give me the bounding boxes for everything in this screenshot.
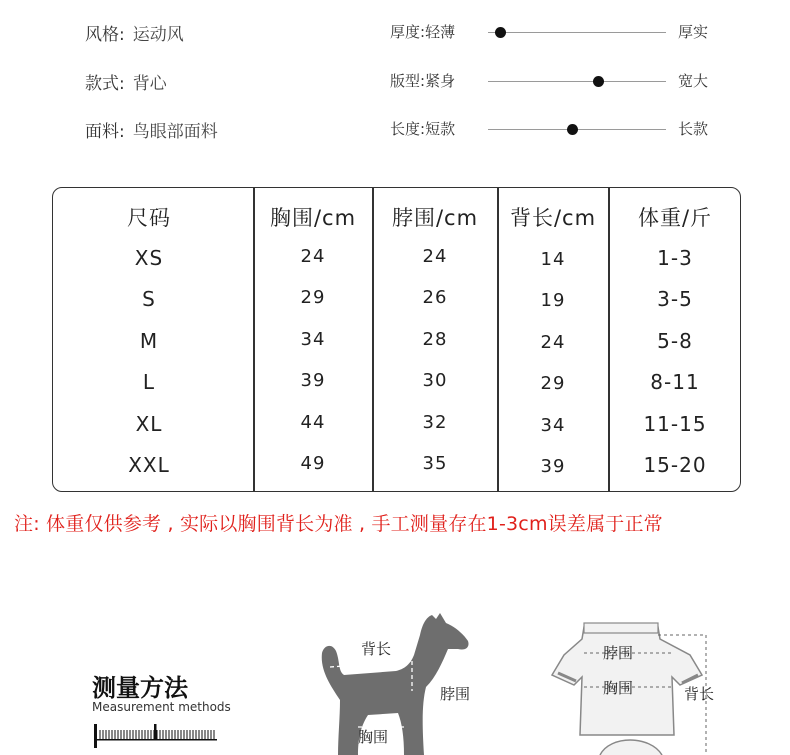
dog-label-chest: 胸围: [358, 728, 389, 746]
cell-neck: 32: [422, 412, 448, 433]
slider-thickness-key: 厚度:: [390, 23, 426, 41]
cell-neck: 26: [422, 287, 448, 308]
cell-neck: 30: [422, 370, 448, 391]
cell-back: 39: [540, 456, 566, 477]
attr-fabric-value: 鸟眼部面料: [132, 122, 218, 142]
cell-neck: 24: [422, 246, 448, 267]
dog-label-neck: 脖围: [440, 685, 471, 703]
cell-back: 14: [540, 249, 566, 270]
cell-weight: 3-5: [657, 287, 693, 311]
cell-chest: 29: [300, 287, 326, 308]
slider-thickness: [390, 21, 720, 45]
slider-length: [390, 118, 720, 142]
slider-fit-track: [488, 81, 666, 82]
cell-size: XL: [135, 412, 163, 436]
measurement-title: 测量方法: [92, 674, 188, 702]
slider-fit-min: 紧身: [425, 72, 456, 90]
slider-length-label: [390, 118, 455, 139]
header-neck: 脖围/cm: [391, 206, 479, 230]
header-size: 尺码: [127, 206, 171, 230]
slider-fit-label: [390, 70, 455, 91]
attr-style-key: 风格:: [85, 25, 125, 45]
cell-weight: 8-11: [650, 370, 700, 394]
attr-type: [85, 69, 167, 94]
shirt-label-back: 背长: [684, 685, 715, 703]
size-table: [52, 187, 741, 492]
attr-style-value: 运动风: [132, 25, 184, 45]
slider-thickness-min: 轻薄: [425, 23, 456, 41]
cell-size: M: [139, 329, 159, 353]
slider-thickness-max: 厚实: [678, 23, 709, 41]
measurement-subtitle: Measurement methods: [92, 700, 231, 714]
slider-fit-max: 宽大: [678, 72, 709, 90]
dog-label-back: 背长: [361, 640, 392, 658]
slider-thickness-knob: [495, 27, 506, 38]
dog-diagram: [300, 605, 490, 755]
slider-length-knob: [567, 124, 578, 135]
slider-fit-key: 版型:: [390, 72, 426, 90]
header-chest: 胸围/cm: [269, 206, 357, 230]
slider-thickness-label: [390, 21, 455, 42]
cell-size: XS: [134, 246, 164, 270]
slider-length-min: 短款: [425, 120, 456, 138]
cell-back: 34: [540, 415, 566, 436]
cell-weight: 1-3: [657, 246, 693, 270]
cell-neck: 35: [422, 453, 448, 474]
attr-fabric-key: 面料:: [85, 122, 125, 142]
header-weight: 体重/斤: [637, 206, 713, 230]
cell-weight: 15-20: [643, 453, 707, 477]
cell-neck: 28: [422, 329, 448, 350]
shirt-label-chest: 胸围: [603, 679, 634, 697]
cell-back: 29: [540, 373, 566, 394]
cell-weight: 11-15: [643, 412, 707, 436]
cell-back: 24: [540, 332, 566, 353]
cell-chest: 44: [300, 412, 326, 433]
attr-type-key: 款式:: [85, 74, 125, 94]
cell-chest: 24: [300, 246, 326, 267]
slider-thickness-track: [488, 32, 666, 33]
slider-length-max: 长款: [678, 120, 709, 138]
table-divider: [608, 188, 610, 491]
header-back: 背长/cm: [509, 206, 597, 230]
cell-chest: 39: [300, 370, 326, 391]
cell-size: L: [142, 370, 156, 394]
size-note: 注: 体重仅供参考 , 实际以胸围背长为准 , 手工测量存在1-3cm误差属于正常: [14, 513, 663, 535]
attr-fabric: [85, 117, 218, 142]
slider-fit-knob: [593, 76, 604, 87]
cell-back: 19: [540, 290, 566, 311]
cell-chest: 34: [300, 329, 326, 350]
slider-length-key: 长度:: [390, 120, 426, 138]
cell-size: S: [142, 287, 156, 311]
attr-type-value: 背心: [132, 74, 167, 94]
cell-size: XXL: [128, 453, 170, 477]
cell-chest: 49: [300, 453, 326, 474]
attr-style: [85, 20, 184, 45]
ruler-icon: [94, 724, 220, 748]
slider-fit: [390, 70, 720, 94]
shirt-label-neck: 脖围: [603, 644, 634, 662]
cell-weight: 5-8: [657, 329, 693, 353]
